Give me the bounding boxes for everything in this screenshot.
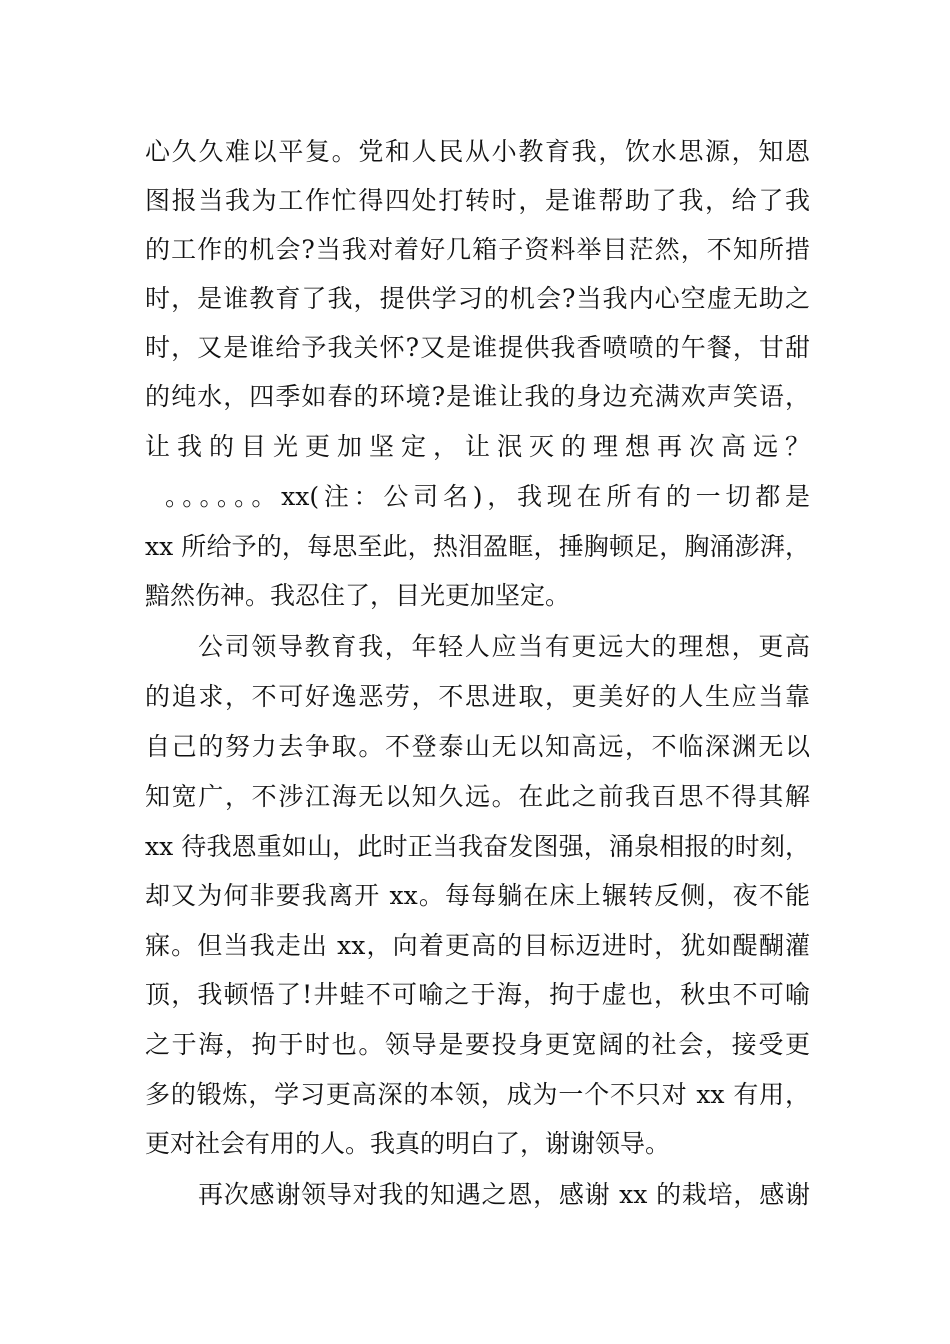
text-line: 多的锻炼，学习更高深的本领，成为一个不只对 xx 有用， — [145, 1080, 810, 1109]
text-line: 更对社会有用的人。我真的明白了，谢谢领导。 — [145, 1129, 671, 1158]
paragraph-first-line: 公司领导教育我，年轻人应当有更远大的理想，更高 — [198, 632, 810, 661]
text-line: 自己的努力去争取。不登泰山无以知高远，不临深渊无以 — [145, 732, 810, 761]
text-line: 黯然伤神。我忍住了，目光更加坚定。 — [145, 581, 571, 610]
text-line: 时，是谁教育了我，提供学习的机会?当我内心空虚无助之 — [145, 284, 810, 313]
text-line: 顶，我顿悟了!井蛙不可喻之于海，拘于虚也，秋虫不可喻 — [145, 980, 810, 1009]
text-line: 寐。但当我走出 xx，向着更高的目标迈进时，犹如醍醐灌 — [145, 931, 810, 960]
text-line: 时，又是谁给予我关怀?又是谁提供我香喷喷的午餐，甘甜 — [145, 333, 810, 362]
text-line: 图报当我为工作忙得四处打转时，是谁帮助了我，给了我 — [145, 186, 810, 215]
text-line: 的纯水，四季如春的环境?是谁让我的身边充满欢声笑语， — [145, 382, 810, 411]
text-line: 之于海，拘于时也。领导是要投身更宽阔的社会，接受更 — [145, 1030, 810, 1059]
text-line: 却又为何非要我离开 xx。每每躺在床上辗转反侧，夜不能 — [145, 881, 810, 910]
text-line: xx 待我恩重如山，此时正当我奋发图强，涌泉相报的时刻， — [145, 832, 810, 861]
text-line: 心久久难以平复。党和人民从小教育我，饮水思源，知恩 — [145, 137, 810, 166]
text-line: 知宽广，不涉江海无以知久远。在此之前我百思不得其解 — [145, 782, 810, 811]
text-line: 。。。。。。xx(注：公司名)，我现在所有的一切都是 — [165, 482, 810, 511]
paragraph-first-line: 再次感谢领导对我的知遇之恩，感谢 xx 的栽培，感谢 — [198, 1180, 810, 1209]
text-line: 的工作的机会?当我对着好几箱子资料举目茫然，不知所措 — [145, 235, 810, 264]
text-line: xx 所给予的，每思至此，热泪盈眶，捶胸顿足，胸涌澎湃， — [145, 532, 810, 561]
text-line: 让我的目光更加坚定，让泯灭的理想再次高远？ — [145, 432, 810, 461]
text-line: 的追求，不可好逸恶劳，不思进取，更美好的人生应当靠 — [145, 682, 810, 711]
